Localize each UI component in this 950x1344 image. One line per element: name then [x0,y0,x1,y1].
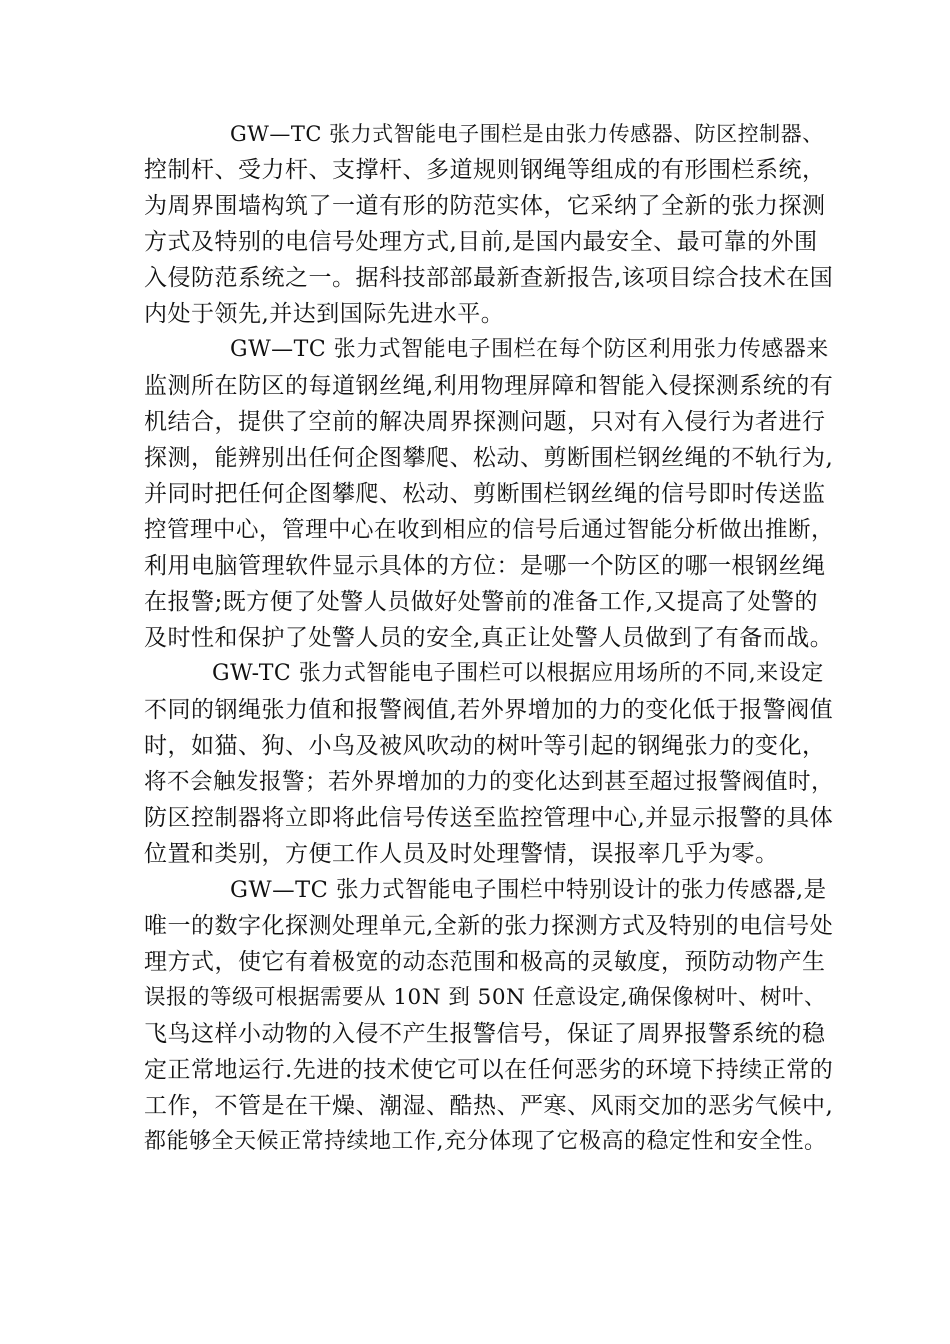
text-line: 理方式，使它有着极宽的动态范围和极高的灵敏度，预防动物产生 [144,949,826,975]
text-line: 控管理中心，管理中心在收到相应的信号后通过智能分析做出推断， [144,517,835,543]
paragraph-1 [144,116,834,332]
text-line: GW-TC 张力式智能电子围栏可以根据应用场所的不同,来设定 [212,661,824,686]
paragraph-4 [144,872,834,1160]
text-line: 内处于领先,并达到国际先进水平。 [144,301,505,327]
document-body [144,116,834,1160]
text-line: 防区控制器将立即将此信号传送至监控管理中心,并显示报警的具体 [144,805,834,831]
text-line: 方式及特别的电信号处理方式,目前,是国内最安全、最可靠的外围 [144,229,818,255]
text-line: 将不会触发报警；若外界增加的力的变化达到甚至超过报警阀值时， [144,769,835,795]
text-line: 位置和类别，方便工作人员及时处理警情，误报率几乎为零。 [144,841,779,867]
text-line: 定正常地运行.先进的技术使它可以在任何恶劣的环境下持续正常的 [144,1057,834,1083]
text-line: GW—TC 张力式智能电子围栏在每个防区利用张力传感器来 [230,337,829,362]
text-line: 控制杆、受力杆、支撑杆、多道规则钢绳等组成的有形围栏系统， [144,157,826,183]
text-line: 都能够全天候正常持续地工作,充分体现了它极高的稳定性和安全性。 [144,1129,827,1154]
text-line: 不同的钢绳张力值和报警阀值,若外界增加的力的变化低于报警阀值 [144,697,834,723]
text-line: 探测，能辨别出任何企图攀爬、松动、剪断围栏钢丝绳的不轨行为, [144,445,834,471]
text-line: 监测所在防区的每道钢丝绳,利用物理屏障和智能入侵探测系统的有 [144,373,834,399]
text-line: 机结合，提供了空前的解决周界探测问题，只对有入侵行为者进行 [144,409,826,435]
text-line: 工作，不管是在干燥、潮湿、酷热、严寒、风雨交加的恶劣气候中, [144,1093,834,1119]
text-line: 飞鸟这样小动物的入侵不产生报警信号，保证了周界报警系统的稳 [144,1021,826,1047]
text-line: 误报的等级可根据需要从 10N 到 50N 任意设定,确保像树叶、树叶、 [144,985,827,1010]
text-line: 在报警;既方便了处警人员做好处警前的准备工作,又提高了处警的 [144,589,819,615]
text-line: 为周界围墙构筑了一道有形的防范实体，它采纳了全新的张力探测 [144,193,826,219]
text-line: 并同时把任何企图攀爬、松动、剪断围栏钢丝绳的信号即时传送监 [144,481,826,507]
paragraph-3 [144,656,834,872]
text-line: 入侵防范系统之一。据科技部部最新查新报告,该项目综合技术在国 [144,265,834,291]
text-line: 利用电脑管理软件显示具体的方位：是哪一个防区的哪一根钢丝绳 [144,553,826,579]
paragraph-2 [144,332,834,656]
text-line: GW—TC 张力式智能电子围栏是由张力传感器、防区控制器、 [230,122,824,146]
text-line: 唯一的数字化探测处理单元,全新的张力探测方式及特别的电信号处 [144,913,834,939]
text-line: GW—TC 张力式智能电子围栏中特别设计的张力传感器,是 [230,877,827,903]
text-line: 时，如猫、狗、小鸟及被风吹动的树叶等引起的钢绳张力的变化， [144,733,826,759]
text-line: 及时性和保护了处警人员的安全,真正让处警人员做到了有备而战。 [144,625,834,651]
